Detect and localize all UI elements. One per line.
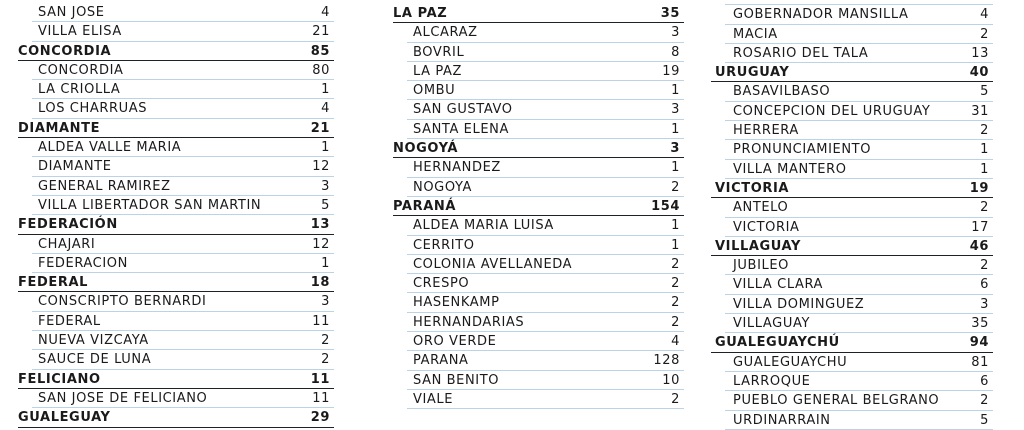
locality-name: SAN JOSE DE FELICIANO: [38, 390, 208, 406]
locality-name: CRESPO: [413, 276, 470, 292]
locality-count: 1: [321, 140, 330, 156]
locality-count: 5: [980, 84, 989, 100]
department-count: 154: [651, 198, 680, 214]
locality-name: VILLA LIBERTADOR SAN MARTIN: [38, 197, 262, 213]
locality-name: SAN GUSTAVO: [413, 102, 513, 118]
locality-count: 128: [653, 353, 680, 369]
department-row: [393, 197, 684, 216]
locality-row: [393, 332, 684, 351]
locality-row: [393, 178, 684, 197]
locality-count: 11: [312, 313, 330, 329]
department-row: [711, 179, 993, 198]
locality-row: [18, 254, 334, 273]
department-name: FELICIANO: [18, 371, 101, 387]
locality-row: [18, 138, 334, 157]
locality-row: [711, 5, 993, 24]
locality-count: 2: [980, 393, 989, 409]
locality-name: ALDEA MARIA LUISA: [413, 218, 554, 234]
department-row: [393, 139, 684, 158]
locality-name: NUEVA VIZCAYA: [38, 333, 149, 349]
locality-row: [18, 350, 334, 369]
locality-count: 3: [980, 296, 989, 312]
locality-name: SAN JOSE: [38, 5, 105, 20]
locality-name: NOGOYA: [413, 179, 472, 195]
locality-name: CONSCRIPTO BERNARDI: [38, 294, 207, 310]
locality-row: [18, 61, 334, 80]
locality-name: LA PAZ: [413, 63, 462, 79]
locality-name: GENERAL RAMIREZ: [38, 178, 171, 194]
locality-name: ALCARAZ: [413, 25, 478, 41]
department-name: URUGUAY: [715, 65, 790, 81]
department-row: [18, 408, 334, 427]
locality-row: [18, 292, 334, 311]
locality-row: [711, 218, 993, 237]
locality-count: 1: [671, 121, 680, 137]
locality-row: [393, 313, 684, 332]
locality-row: [393, 216, 684, 235]
department-name: NOGOYÁ: [393, 141, 459, 157]
locality-row: [393, 255, 684, 274]
locality-count: 6: [980, 373, 989, 389]
table-column-2: [393, 4, 684, 409]
locality-count: 2: [671, 256, 680, 272]
locality-name: LA CRIOLLA: [38, 82, 121, 98]
locality-name: VICTORIA: [733, 219, 800, 235]
locality-count: 4: [321, 5, 330, 20]
locality-count: 2: [671, 276, 680, 292]
locality-name: PRONUNCIAMIENTO: [733, 142, 872, 158]
department-count: 94: [969, 335, 989, 351]
locality-row: [711, 121, 993, 140]
locality-name: DIAMANTE: [38, 159, 112, 175]
locality-count: 2: [321, 352, 330, 368]
locality-row: [711, 256, 993, 275]
department-name: CONCORDIA: [18, 43, 112, 59]
locality-count: 81: [971, 354, 989, 370]
locality-row: [393, 274, 684, 293]
locality-count: 1: [980, 161, 989, 177]
locality-count: 10: [662, 372, 680, 388]
locality-count: 17: [971, 219, 989, 235]
department-count: 3: [670, 141, 680, 157]
locality-name: CONCEPCION DEL URUGUAY: [733, 103, 931, 119]
department-count: 46: [969, 238, 989, 254]
locality-count: 3: [321, 294, 330, 310]
locality-name: LARROQUE: [733, 373, 811, 389]
locality-count: 4: [321, 101, 330, 117]
locality-row: [18, 235, 334, 254]
locality-name: JUBILEO: [733, 258, 789, 274]
locality-count: 1: [980, 142, 989, 158]
locality-name: VILLA ELISA: [38, 24, 122, 40]
locality-row: [711, 198, 993, 217]
locality-count: 3: [321, 178, 330, 194]
locality-name: VIALE: [413, 391, 454, 407]
locality-count: 2: [980, 26, 989, 42]
department-name: PARANÁ: [393, 198, 457, 214]
locality-name: ALDEA VALLE MARIA: [38, 140, 182, 156]
locality-count: 12: [312, 159, 330, 175]
locality-name: FEDERACION: [38, 255, 128, 271]
department-row: [18, 273, 334, 292]
locality-count: 1: [671, 218, 680, 234]
department-row: [18, 42, 334, 61]
locality-row: [393, 120, 684, 139]
department-name: VILLAGUAY: [715, 238, 801, 254]
locality-count: 80: [312, 62, 330, 78]
department-name: LA PAZ: [393, 6, 448, 21]
locality-count: 6: [980, 277, 989, 293]
locality-row: [711, 275, 993, 294]
department-name: FEDERAL: [18, 275, 88, 291]
locality-name: HERRERA: [733, 123, 799, 139]
department-count: 40: [969, 65, 989, 81]
locality-row: [711, 102, 993, 121]
locality-name: SAUCE DE LUNA: [38, 352, 152, 368]
locality-count: 12: [312, 236, 330, 252]
locality-count: 3: [671, 25, 680, 41]
locality-count: 2: [671, 314, 680, 330]
locality-count: 2: [980, 123, 989, 139]
locality-count: 1: [321, 255, 330, 271]
department-count: 18: [310, 275, 330, 291]
locality-name: LOS CHARRUAS: [38, 101, 148, 117]
locality-name: CHAJARI: [38, 236, 96, 252]
locality-count: 8: [671, 44, 680, 60]
locality-row: [18, 80, 334, 99]
locality-row: [711, 44, 993, 63]
department-row: [18, 370, 334, 389]
locality-count: 4: [671, 334, 680, 350]
locality-name: GOBERNADOR MANSILLA: [733, 7, 909, 23]
locality-count: 2: [671, 391, 680, 407]
locality-count: 1: [671, 237, 680, 253]
locality-count: 31: [971, 103, 989, 119]
locality-name: ORO VERDE: [413, 334, 497, 350]
locality-row: [393, 23, 684, 42]
locality-count: 1: [671, 83, 680, 99]
locality-count: 19: [662, 63, 680, 79]
locality-row: [18, 196, 334, 215]
locality-name: GUALEGUAYCHU: [733, 354, 848, 370]
locality-name: SANTA ELENA: [413, 121, 509, 137]
locality-count: 5: [321, 197, 330, 213]
locality-name: CERRITO: [413, 237, 475, 253]
locality-row: [711, 353, 993, 372]
locality-count: 2: [671, 179, 680, 195]
locality-count: 2: [671, 295, 680, 311]
locality-row: [18, 389, 334, 408]
department-count: 21: [310, 120, 330, 136]
department-row: [18, 215, 334, 234]
locality-count: 11: [312, 390, 330, 406]
locality-row: [711, 372, 993, 391]
locality-row: [18, 331, 334, 350]
department-row: [711, 237, 993, 256]
locality-name: BASAVILBASO: [733, 84, 831, 100]
locality-name: HERNANDEZ: [413, 160, 501, 176]
locality-row: [393, 158, 684, 177]
department-row: [711, 333, 993, 352]
department-name: GUALEGUAY: [18, 410, 111, 426]
department-count: 11: [310, 371, 330, 387]
locality-count: 1: [671, 160, 680, 176]
locality-count: 2: [980, 258, 989, 274]
locality-name: VILLA MANTERO: [733, 161, 847, 177]
table-column-3: [711, 0, 993, 430]
locality-name: CONCORDIA: [38, 62, 124, 78]
department-name: GUALEGUAYCHÚ: [715, 335, 840, 351]
locality-name: PARANA: [413, 353, 469, 369]
department-count: 19: [969, 180, 989, 196]
locality-row: [18, 312, 334, 331]
locality-row: [18, 3, 334, 22]
department-row: [18, 119, 334, 138]
locality-name: ROSARIO DEL TALA: [733, 45, 869, 61]
locality-name: FEDERAL: [38, 313, 101, 329]
department-name: VICTORIA: [715, 180, 790, 196]
locality-row: [18, 99, 334, 118]
locality-count: 1: [321, 82, 330, 98]
locality-row: [711, 160, 993, 179]
locality-row: [711, 140, 993, 159]
department-count: 13: [310, 217, 330, 233]
locality-count: 4: [980, 7, 989, 23]
locality-row: [18, 22, 334, 41]
locality-row: [393, 62, 684, 81]
locality-name: VILLAGUAY: [733, 316, 810, 332]
locality-row: [18, 177, 334, 196]
locality-name: HASENKAMP: [413, 295, 500, 311]
locality-name: OMBU: [413, 83, 456, 99]
locality-count: 13: [971, 45, 989, 61]
locality-name: URDINARRAIN: [733, 412, 831, 428]
table-column-1: [18, 3, 334, 428]
department-count: 29: [310, 410, 330, 426]
locality-count: 2: [980, 200, 989, 216]
locality-row: [18, 157, 334, 176]
locality-row: [393, 293, 684, 312]
locality-name: VILLA CLARA: [733, 277, 824, 293]
locality-count: 35: [971, 316, 989, 332]
locality-row: [711, 391, 993, 410]
locality-row: [711, 295, 993, 314]
locality-name: PUEBLO GENERAL BELGRANO: [733, 393, 940, 409]
locality-name: COLONIA AVELLANEDA: [413, 256, 573, 272]
department-name: DIAMANTE: [18, 120, 101, 136]
department-row: [393, 4, 684, 23]
locality-name: MACIA: [733, 26, 778, 42]
locality-row: [711, 314, 993, 333]
locality-name: SAN BENITO: [413, 372, 500, 388]
locality-row: [393, 81, 684, 100]
locality-count: 2: [321, 333, 330, 349]
department-count: 35: [660, 6, 680, 21]
locality-row: [393, 371, 684, 390]
locality-row: [393, 351, 684, 370]
locality-row: [393, 236, 684, 255]
locality-row: [393, 43, 684, 62]
department-name: FEDERACIÓN: [18, 217, 118, 233]
locality-row: [711, 25, 993, 44]
locality-row: [393, 390, 684, 409]
locality-count: 21: [312, 24, 330, 40]
locality-count: 3: [671, 102, 680, 118]
locality-name: ANTELO: [733, 200, 789, 216]
locality-row: [393, 100, 684, 119]
locality-row: [711, 82, 993, 101]
locality-name: BOVRIL: [413, 44, 465, 60]
locality-name: VILLA DOMINGUEZ: [733, 296, 865, 312]
department-row: [711, 63, 993, 82]
locality-name: HERNANDARIAS: [413, 314, 525, 330]
locality-count: 5: [980, 412, 989, 428]
department-count: 85: [310, 43, 330, 59]
